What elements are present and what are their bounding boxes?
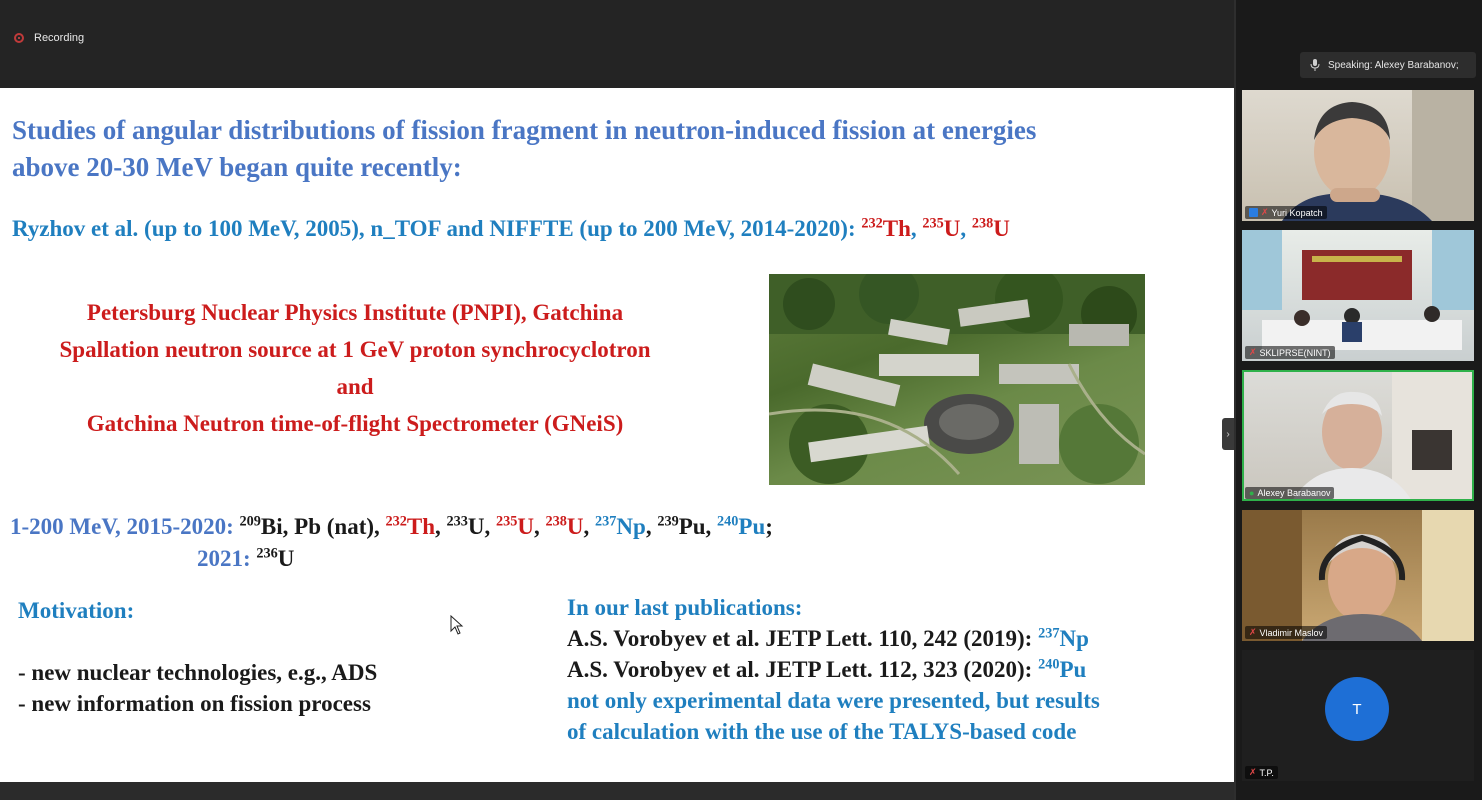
speaking-label: Speaking: Alexey Barabanov; bbox=[1328, 59, 1459, 71]
participant-avatar: T bbox=[1325, 677, 1389, 741]
participant-label: ✗ T.P. bbox=[1245, 766, 1278, 779]
participant-video bbox=[1242, 90, 1474, 221]
participant-label: ● Alexey Barabanov bbox=[1245, 487, 1334, 499]
pnpi-line-4: Gatchina Neutron time-of-flight Spectrometer (GNeiS) bbox=[86, 411, 624, 436]
meeting-bottom-bar bbox=[0, 782, 1234, 800]
pnpi-line-3: and bbox=[336, 374, 374, 399]
slide-title: Studies of angular distributions of fission fragment in neutron-induced fission at energies above 20-30 MeV began quite recently: bbox=[12, 115, 1037, 182]
publication-1: A.S. Vorobyev et al. JETP Lett. 110, 242 (2019): $^{237}$Np bbox=[567, 625, 1089, 651]
motivation-item-2: - new information on fission process bbox=[18, 691, 371, 716]
active-microphone-icon: ● bbox=[1249, 488, 1255, 498]
participant-video bbox=[1242, 370, 1474, 501]
microphone-icon bbox=[1310, 59, 1320, 71]
publication-note-2: of calculation with the use of the TALYS-based code bbox=[567, 719, 1077, 744]
pnpi-line-2: Spallation neutron source at 1 GeV proton synchrocyclotron bbox=[59, 337, 651, 362]
muted-microphone-icon: ✗ bbox=[1249, 347, 1257, 357]
video-tile-alexey-barabanov[interactable] bbox=[1242, 370, 1474, 501]
publication-note-1: not only experimental data were presented, but results bbox=[567, 688, 1100, 713]
participant-video bbox=[1242, 230, 1474, 361]
motivation-heading: Motivation: bbox=[18, 598, 135, 623]
gneis-measurements-line: 1-200 MeV, 2015-2020: $^{209}$Bi, Pb (nat), $^{232}$Th, $^{233}$U, $^{235}$U, $^{238}$U, $^{237}$Np, $^{239}$Pu, $^{240}$Pu; bbox=[10, 513, 773, 539]
mouse-cursor-icon bbox=[450, 615, 464, 635]
speaking-indicator bbox=[1300, 52, 1476, 78]
publications-heading: In our last publications: bbox=[567, 595, 803, 620]
meeting-top-bar bbox=[0, 0, 1234, 88]
chevron-right-icon: › bbox=[1226, 428, 1230, 440]
muted-microphone-icon: ✗ bbox=[1249, 767, 1257, 777]
recording-label: Recording bbox=[34, 32, 85, 44]
record-icon bbox=[14, 33, 24, 43]
muted-microphone-icon: ✗ bbox=[1261, 207, 1269, 217]
motivation-item-1: - new nuclear technologies, e.g., ADS bbox=[18, 660, 378, 685]
publication-2: A.S. Vorobyev et al. JETP Lett. 112, 323 (2020): $^{240}$Pu bbox=[567, 656, 1087, 682]
pnpi-aerial-photo bbox=[769, 274, 1145, 485]
gneis-2021-line: 2021: $^{236}$U bbox=[197, 545, 295, 571]
pnpi-line-1: Petersburg Nuclear Physics Institute (PNPI), Gatchina bbox=[86, 300, 624, 325]
recording-indicator[interactable] bbox=[14, 32, 84, 44]
host-icon bbox=[1249, 208, 1258, 217]
participant-label: ✗ SKLIPRSE(NINT) bbox=[1245, 346, 1335, 359]
video-tile-sklip[interactable] bbox=[1242, 230, 1474, 361]
muted-microphone-icon: ✗ bbox=[1249, 627, 1257, 637]
video-tile-yuri-kopatch[interactable] bbox=[1242, 90, 1474, 221]
shared-slide bbox=[0, 88, 1234, 782]
participant-label: ✗ Vladimir Maslov bbox=[1245, 626, 1327, 639]
participant-label: ✗ Yuri Kopatch bbox=[1245, 206, 1327, 219]
video-tile-vladimir-maslov[interactable] bbox=[1242, 510, 1474, 641]
ryzhov-line: Ryzhov et al. (up to 100 MeV, 2005), n_TOF and NIFFTE (up to 200 MeV, 2014-2020): $^{232}$Th, $^{235}$U, $^{238}$U bbox=[12, 215, 1010, 241]
collapse-sidebar-button[interactable] bbox=[1222, 418, 1234, 450]
participant-video bbox=[1242, 510, 1474, 641]
